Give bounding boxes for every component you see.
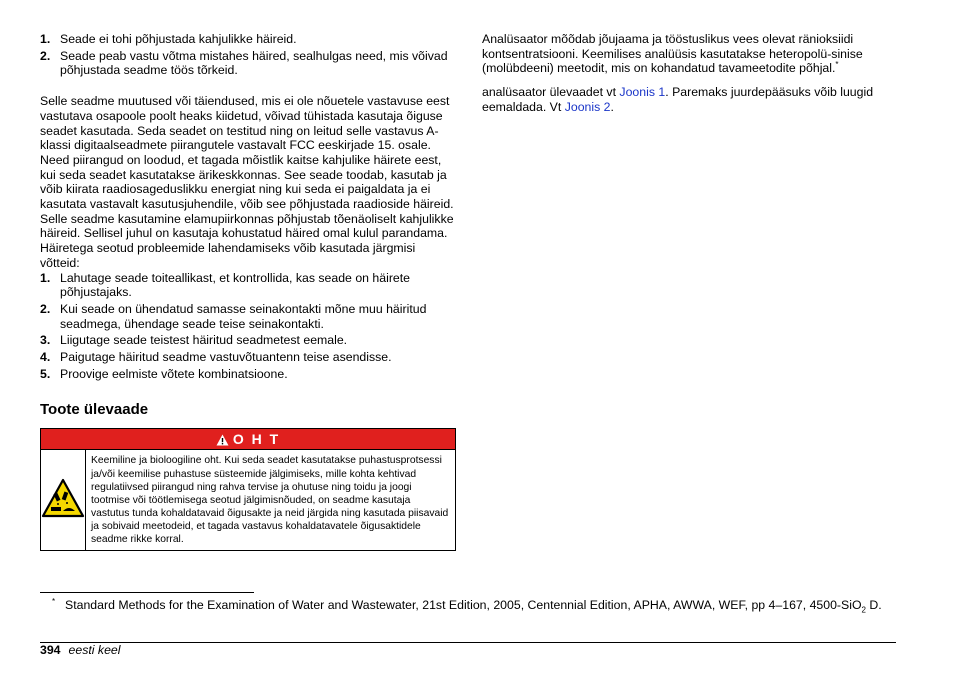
- warning-body: [41, 450, 455, 550]
- footnote-mark: *: [52, 597, 56, 606]
- left-column: [40, 32, 456, 551]
- footnote-text: [40, 598, 900, 613]
- list-item-number: 2.: [40, 48, 51, 63]
- warning-text: Keemiline ja bioloogiline oht. Kui seda seadet kasutatakse puhastusprotsessi ja/või keemilise puhastuse süsteemide jälgimiseks, mille kohta kehtivad regulatiivsed piirangud ning rahva tervise ja ohutuse ning toidu ja joogi tootmise või töötlemisega seotud jälgimisnõuded, on seadme kasutaja vastutus tunda kohaldatavaid õigusakte ja neid järgida ning kasutada piisavaid ja sobivaid meetodeid, et tagada vastavus kohaldatavatele õigusaktidele seadme rikke korral.: [91, 455, 449, 546]
- page-footer: [40, 643, 120, 657]
- list-item-text: Proovige eelmiste võtete kombinatsioone.: [60, 366, 288, 381]
- list-item: [40, 271, 456, 300]
- warning-triangle-icon: [216, 431, 229, 451]
- analyzer-description-text: Analüsaator mõõdab jõujaama ja tööstuslikus vees olevat ränioksiidi kontsentratsiooni. Keemilises analüüsis kasutatakse heteropolü-sinise (molübdeeni) meetodit, mis on kohandatud tavameetodite põhjal.: [482, 32, 863, 76]
- list-item: [40, 367, 456, 382]
- warning-icon-cell: [41, 450, 86, 550]
- list-item-text: Seade peab vastu võtma mistahes häired, sealhulgas need, mis võivad põhjustada seadme töös tõrkeid.: [60, 48, 448, 78]
- footnote: [40, 598, 900, 613]
- list-item-text: Liigutage seade teistest häiritud seadmetest eemale.: [60, 333, 348, 348]
- danger-label: O H T: [232, 431, 281, 448]
- list-item-number: 4.: [40, 350, 51, 365]
- list-item-text: Seade ei tohi põhjustada kahjulikke häireid.: [60, 32, 297, 46]
- list-item-text: Paigutage häiritud seadme vastuvõtuantenn teise asendisse.: [60, 350, 392, 365]
- overview-text-a: analüsaator ülevaadet vt: [482, 85, 620, 100]
- corrosive-hazard-icon: [41, 478, 85, 522]
- footer-language: eesti keel: [68, 643, 121, 657]
- figure-2-link[interactable]: Joonis 2: [564, 99, 611, 114]
- overview-paragraph: [482, 85, 902, 114]
- list-item: [40, 350, 456, 365]
- right-column: [482, 32, 902, 115]
- footnote-subscript: 2: [861, 605, 866, 615]
- footnote-reference: *: [835, 60, 839, 70]
- section-heading: Toote ülevaade: [40, 401, 149, 419]
- footer-divider: [40, 642, 896, 643]
- list-item-number: 1.: [40, 32, 51, 46]
- danger-banner: [41, 429, 455, 450]
- numbered-list-1: [40, 32, 456, 78]
- fcc-paragraph: Selle seadme muutused või täiendused, mis ei ole nõuetele vastavuse eest vastutava osapoole poolt heaks kiidetud, võivad tühistada kasutaja õiguse seadet kasutada. Seda seadet on testitud ning on leitud selle vastavus A-klassi digitaalseadmete piirangutele vastavalt FCC eeskirjade 15. osale. Need piirangud on loodud, et tagada mõistlik kaitse kahjulike häirete eest, kui seda seadet kasutatakse ärikeskkonnas. See seade toodab, kasutab ja võib kiirata raadiosageduslikku energiat ning kui seda ei paigaldata ja ei kasutata vastavalt kasutusjuhendile, võib see põhjustada raadioside häireid. Selle seadme kasutamine elamupiirkonnas põhjustab tõenäoliselt kahjulikke häireid. Sellisel juhul on kasutaja kohustatud häired omal kulul parandama. Häiretega seotud probleemide lahendamiseks võib kasutada järgmisi võtteid:: [40, 94, 454, 270]
- list-item-text: Lahutage seade toiteallikast, et kontrollida, kas seade on häirete põhjustajaks.: [60, 270, 411, 300]
- list-item-number: 1.: [40, 270, 51, 285]
- danger-warning-box: [40, 428, 456, 551]
- overview-text-c: .: [610, 99, 614, 114]
- page-number: 394: [40, 643, 61, 657]
- list-item-number: 3.: [40, 333, 51, 348]
- list-item: [40, 302, 456, 331]
- footnote-divider: [40, 592, 254, 593]
- list-item-text: Kui seade on ühendatud samasse seinakontakti mõne muu häiritud seadmega, ühendage seade teise seinakontakti.: [60, 301, 427, 331]
- list-item-number: 5.: [40, 366, 51, 381]
- list-item: [40, 32, 456, 47]
- footnote-text-b: D.: [865, 598, 882, 612]
- list-item-number: 2.: [40, 301, 51, 316]
- numbered-list-2: [40, 271, 456, 382]
- list-item: [40, 49, 456, 78]
- footnote-text-a: Standard Methods for the Examination of Water and Wastewater, 21st Edition, 2005, Centennial Edition, APHA, AWWA, WEF, pp 4–167, 4500-SiO: [65, 598, 862, 612]
- list-item: [40, 333, 456, 348]
- analyzer-description: [482, 32, 902, 76]
- overview-text-b: . Paremaks juurdepääsuks võib luugid eemaldada. Vt: [482, 85, 874, 114]
- figure-1-link[interactable]: Joonis 1: [619, 85, 666, 100]
